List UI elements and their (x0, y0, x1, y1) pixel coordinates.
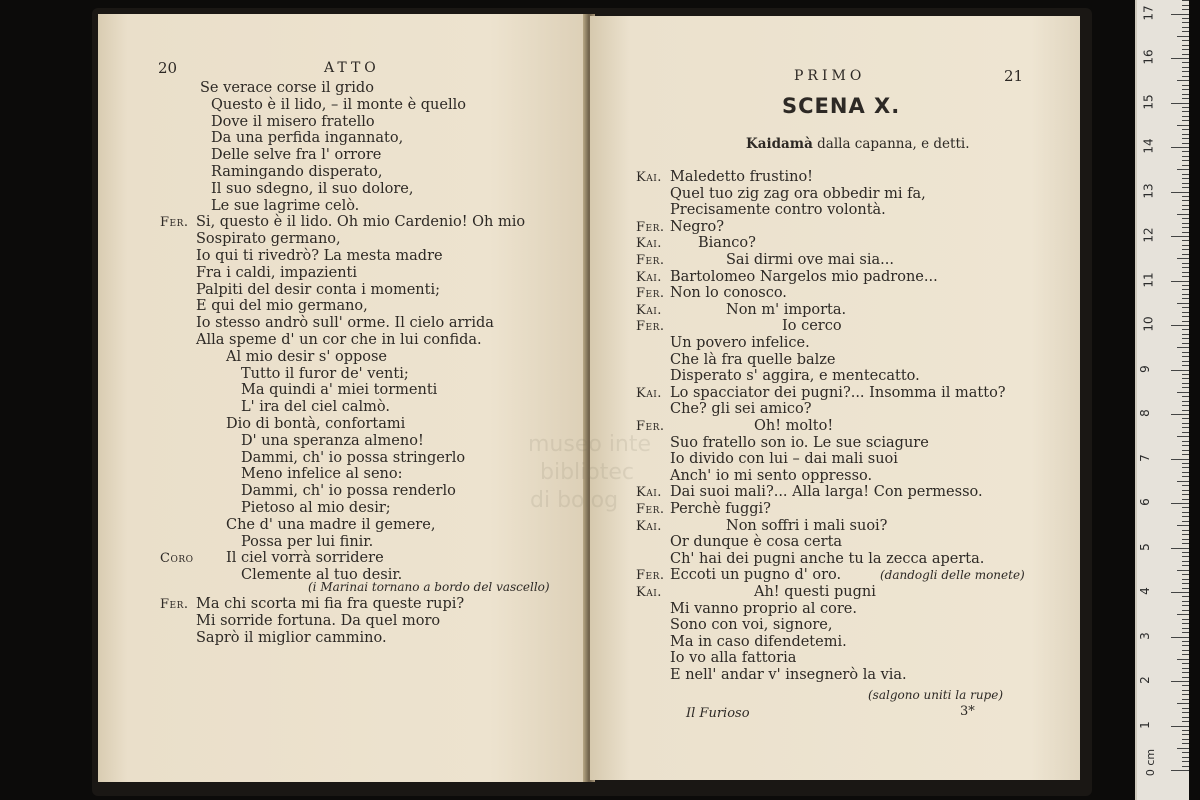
ruler-tick (1182, 156, 1189, 157)
verse-line: Io vo alla fattoria (670, 650, 797, 667)
verse-line: Dammi, ch' io possa renderlo (241, 483, 456, 500)
ruler-tick (1182, 98, 1189, 99)
ruler-tick (1182, 49, 1189, 50)
right-page-number: 21 (1004, 67, 1024, 85)
speaker-label: Fer. (160, 597, 189, 612)
ruler-tick (1182, 485, 1189, 486)
ruler-tick (1182, 361, 1189, 362)
ruler-tick (1182, 334, 1189, 335)
ruler-tick (1182, 632, 1189, 633)
ruler-tick (1182, 432, 1189, 433)
stage-direction-marinai: (i Marinai tornano a bordo del vascello) (308, 580, 550, 594)
ruler-tick (1177, 214, 1189, 215)
ruler-tick (1182, 54, 1189, 55)
ruler-tick (1182, 298, 1189, 299)
verse-line: Non m' importa. (726, 301, 847, 318)
ruler-tick (1182, 165, 1189, 166)
ruler-tick (1177, 748, 1189, 749)
ruler-tick (1182, 623, 1189, 624)
ruler-tick (1182, 418, 1189, 419)
verse-line: Il suo sdegno, il suo dolore, (211, 180, 414, 197)
ruler-tick (1182, 343, 1189, 344)
ruler-tick (1182, 650, 1189, 651)
ruler-tick (1182, 454, 1189, 455)
watermark-line-2: bibliotec (540, 460, 634, 485)
verse-line: Dio di bontà, confortami (226, 416, 406, 432)
ruler-tick (1182, 712, 1189, 713)
verse-line: Precisamente contro volontà. (670, 202, 886, 219)
ruler-number: 8 (1137, 409, 1152, 417)
verse-line: Perchè fuggi? (670, 501, 771, 517)
ruler-tick (1171, 592, 1189, 593)
ruler-number: 10 (1141, 316, 1156, 332)
ruler-tick (1182, 699, 1189, 700)
verse-line: Un povero infelice. (670, 335, 810, 351)
ruler-tick (1182, 565, 1189, 566)
speaker-label: Kai. (636, 236, 662, 252)
ruler-number: 13 (1141, 182, 1156, 199)
ruler-tick (1171, 503, 1189, 504)
ruler-number: 11 (1141, 271, 1156, 288)
ruler-tick (1182, 31, 1189, 32)
verse-line: Da una perfida ingannato, (211, 130, 404, 147)
ruler-tick (1171, 414, 1189, 415)
verse-line: Possa per lui finir. (241, 533, 374, 550)
ruler-tick (1182, 178, 1189, 179)
ruler-tick (1182, 610, 1189, 611)
ruler-tick (1182, 757, 1189, 758)
ruler-tick (1171, 58, 1189, 59)
ruler-tick (1182, 183, 1189, 184)
ruler-tick (1182, 338, 1189, 339)
ruler-tick (1182, 672, 1189, 673)
ruler-tick (1182, 743, 1189, 744)
ruler-tick (1171, 236, 1189, 237)
ruler-tick (1171, 681, 1189, 682)
ruler-tick (1182, 134, 1189, 135)
ruler-tick (1182, 209, 1189, 210)
verse-line: Io divido con lui – dai mali suoi (670, 451, 898, 468)
ruler-tick (1182, 690, 1189, 691)
verse-line: Meno infelice al seno: (241, 466, 403, 483)
ruler-tick (1182, 0, 1189, 1)
ruler-tick (1182, 263, 1189, 264)
verse-line: Ma chi scorta mi fia fra queste rupi? (196, 596, 465, 612)
ruler-tick (1182, 116, 1189, 117)
verse-line: Al mio desir s' oppose (226, 348, 388, 365)
ruler-tick (1182, 761, 1189, 762)
ruler-tick (1182, 365, 1189, 366)
ruler-tick (1171, 14, 1189, 15)
verse-line: Se verace corse il grido (200, 80, 374, 96)
ruler-number: 3 (1137, 631, 1152, 640)
ruler-tick (1177, 258, 1189, 259)
ruler-number: 17 (1141, 4, 1156, 21)
ruler-tick (1182, 752, 1189, 753)
ruler-number: 4 (1137, 587, 1152, 595)
ruler-tick (1182, 294, 1189, 295)
ruler-tick (1182, 605, 1189, 606)
left-page (98, 14, 588, 782)
ruler-tick (1182, 717, 1189, 718)
verse-line: Pietoso al mio desir; (241, 500, 391, 516)
watermark-line-1: museo inte (528, 432, 652, 457)
ruler-tick (1182, 316, 1189, 317)
verse-line: Tutto il furor de' venti; (241, 365, 409, 382)
ruler-tick (1182, 387, 1189, 388)
ruler-tick (1182, 534, 1189, 535)
ruler-tick (1182, 490, 1189, 491)
ruler-tick (1182, 312, 1189, 313)
ruler-tick (1177, 525, 1189, 526)
verse-line: Ramingando disperato, (211, 164, 383, 180)
ruler-tick (1182, 685, 1189, 686)
ruler-tick (1182, 694, 1189, 695)
verse-line: Alla speme d' un cor che in lui confida. (196, 332, 482, 348)
ruler-tick (1182, 601, 1189, 602)
ruler-tick (1182, 641, 1189, 642)
ruler-tick (1182, 766, 1189, 767)
verse-line: Che là fra quelle balze (670, 351, 836, 368)
ruler-tick (1182, 721, 1189, 722)
ruler-tick (1182, 521, 1189, 522)
verse-line: Questo è il lido, – il monte è quello (211, 96, 466, 113)
ruler-tick (1182, 254, 1189, 255)
verse-line: Delle selve fra l' orrore (211, 147, 382, 164)
ruler-tick (1171, 370, 1189, 371)
ruler-tick (1182, 423, 1189, 424)
ruler-tick (1182, 200, 1189, 201)
measurement-ruler (1135, 0, 1189, 800)
ruler-tick (1182, 85, 1189, 86)
verse-line: Non lo conosco. (670, 285, 787, 302)
ruler-tick (1182, 107, 1189, 108)
verse-line: Negro? (670, 218, 724, 235)
verse-line: Dai suoi mali?... Alla larga! Con permesso. (670, 484, 983, 501)
ruler-tick (1182, 445, 1189, 446)
ruler-tick (1177, 347, 1189, 348)
ruler-tick (1182, 539, 1189, 540)
ruler-tick (1182, 561, 1189, 562)
speaker-label: Kai. (636, 385, 662, 401)
verse-line: Bianco? (698, 235, 756, 252)
ruler-tick (1182, 174, 1189, 175)
ruler-tick (1182, 574, 1189, 575)
verse-line: Dove il misero fratello (211, 113, 375, 130)
verse-line: Che d' una madre il gemere, (226, 516, 436, 533)
ruler-tick (1171, 548, 1189, 549)
ruler-tick (1182, 499, 1189, 500)
scene-direction-text: dalla capanna, e detti. (817, 136, 970, 152)
ruler-tick (1182, 507, 1189, 508)
ruler-tick (1182, 739, 1189, 740)
ruler-tick (1182, 187, 1189, 188)
ruler-tick (1182, 516, 1189, 517)
verse-line: Sono con voi, signore, (670, 617, 833, 634)
ruler-tick (1182, 240, 1189, 241)
verse-line: Ma in caso difendetemi. (670, 633, 847, 650)
speaker-label: Fer. (636, 502, 665, 517)
ruler-tick (1182, 67, 1189, 68)
ruler-tick (1182, 543, 1189, 544)
ruler-tick (1182, 441, 1189, 442)
ruler-tick (1182, 734, 1189, 735)
verse-line: Suo fratello son io. Le sue sciagure (670, 434, 929, 451)
ruler-tick (1182, 272, 1189, 273)
speaker-label: Kai. (636, 585, 662, 600)
verse-line: Le sue lagrime celò. (211, 197, 360, 214)
ruler-tick (1182, 289, 1189, 290)
verse-line: Sai dirmi ove mai sia... (726, 252, 894, 268)
scene-direction (746, 136, 969, 152)
verse-line: D' una speranza almeno! (241, 432, 424, 449)
ruler-tick (1171, 770, 1189, 771)
ruler-tick (1182, 677, 1189, 678)
ruler-tick (1177, 80, 1189, 81)
ruler-tick (1182, 396, 1189, 397)
ruler-tick (1182, 143, 1189, 144)
ruler-tick (1182, 383, 1189, 384)
ruler-number: 1 (1137, 720, 1152, 729)
ruler-tick (1182, 76, 1189, 77)
verse-line: Saprò il miglior cammino. (196, 630, 387, 646)
speaker-label: Fer. (636, 419, 665, 434)
ruler-tick (1182, 111, 1189, 112)
ruler-tick (1182, 120, 1189, 121)
ruler-tick (1182, 405, 1189, 406)
ruler-number: 5 (1137, 542, 1152, 551)
verse-line: Ch' hai dei pugni anche tu la zecca aperta. (670, 550, 985, 567)
verse-line: Si, questo è il lido. Oh mio Cardenio! Oh mio (196, 214, 526, 231)
ruler-tick (1182, 89, 1189, 90)
verse-line: Io qui ti rivedrò? La mesta madre (196, 248, 443, 264)
ruler-tick (1182, 218, 1189, 219)
ruler-tick (1182, 588, 1189, 589)
ruler-tick (1182, 427, 1189, 428)
ruler-tick (1182, 663, 1189, 664)
verse-line: E qui del mio germano, (196, 298, 368, 315)
scene-title: SCENA X. (782, 94, 901, 118)
ruler-tick (1171, 459, 1189, 460)
verse-line: Quel tuo zig zag ora obbedir mi fa, (670, 185, 926, 202)
ruler-tick (1182, 708, 1189, 709)
ruler-tick (1182, 730, 1189, 731)
speaker-label: Kai. (636, 485, 662, 501)
speaker-label: Kai. (636, 269, 662, 285)
ruler-tick (1182, 467, 1189, 468)
ruler-tick (1182, 40, 1189, 41)
ruler-tick (1182, 645, 1189, 646)
ruler-tick (1182, 138, 1189, 139)
verse-line: L' ira del ciel calmò. (241, 399, 390, 416)
ruler-tick (1182, 512, 1189, 513)
ruler-tick (1182, 151, 1189, 152)
ruler-tick (1182, 267, 1189, 268)
ruler-tick (1182, 619, 1189, 620)
ruler-tick (1182, 160, 1189, 161)
ruler-tick (1182, 285, 1189, 286)
verse-line: Eccoti un pugno d' oro. (670, 567, 842, 584)
ruler-tick (1182, 552, 1189, 553)
ruler-tick (1182, 232, 1189, 233)
ruler-tick (1182, 654, 1189, 655)
speaker-label: Fer. (636, 219, 665, 235)
ruler-tick (1182, 668, 1189, 669)
ruler-tick (1182, 494, 1189, 495)
ruler-tick (1171, 192, 1189, 193)
character-name-kaidama: Kaidamà (746, 136, 813, 152)
ruler-tick (1177, 36, 1189, 37)
ruler-tick (1182, 249, 1189, 250)
ruler-tick (1177, 303, 1189, 304)
verse-line: Fra i caldi, impazienti (196, 264, 358, 281)
speaker-label: Fer. (636, 286, 665, 302)
verse-line: Sospirato germano, (196, 231, 341, 248)
ruler-tick (1182, 307, 1189, 308)
speaker-label: Kai. (636, 170, 662, 185)
left-page-number: 20 (158, 59, 178, 77)
speaker-label: Kai. (636, 302, 662, 318)
ruler-tick (1182, 205, 1189, 206)
verse-line: Maledetto frustino! (670, 169, 814, 185)
ruler-tick (1171, 103, 1189, 104)
ruler-tick (1177, 436, 1189, 437)
ruler-tick (1182, 321, 1189, 322)
ruler-tick (1171, 726, 1189, 727)
ruler-tick (1182, 196, 1189, 197)
ruler-tick (1182, 530, 1189, 531)
ruler-tick (1182, 596, 1189, 597)
ruler-tick (1182, 5, 1189, 6)
ruler-tick (1182, 628, 1189, 629)
ruler-tick (1182, 378, 1189, 379)
ruler-tick (1182, 450, 1189, 451)
ruler-tick (1182, 223, 1189, 224)
verse-line: Dammi, ch' io possa stringerlo (241, 449, 466, 466)
ruler-tick (1182, 27, 1189, 28)
verse-line: Mi vanno proprio al core. (670, 600, 857, 617)
ruler-tick (1182, 583, 1189, 584)
verse-line: Io stesso andrò sull' orme. Il cielo arrida (196, 315, 494, 332)
right-page (590, 16, 1080, 780)
ruler-number: 7 (1137, 453, 1152, 462)
ruler-tick (1182, 129, 1189, 130)
verse-line: Non soffri i mali suoi? (726, 517, 888, 534)
verse-line: Lo spacciator dei pugni?... Insomma il matto? (670, 384, 1006, 401)
ruler-tick (1182, 463, 1189, 464)
ruler-tick (1182, 9, 1189, 10)
ruler-number: 16 (1141, 49, 1156, 65)
speaker-label: Coro (160, 551, 194, 567)
ruler-number: 2 (1137, 676, 1152, 684)
ruler-tick (1177, 659, 1189, 660)
ruler-tick (1182, 352, 1189, 353)
ruler-tick (1182, 329, 1189, 330)
footer-title: Il Furioso (686, 706, 750, 721)
verse-line: Che? gli sei amico? (670, 401, 812, 418)
verse-line: Oh! molto! (754, 418, 834, 434)
speaker-label: Kai. (636, 518, 662, 534)
ruler-tick (1171, 637, 1189, 638)
signature-mark: 3* (960, 704, 975, 719)
verse-line: Anch' io mi sento oppresso. (670, 467, 873, 484)
ruler-unit-label: 0 cm (1144, 748, 1158, 777)
ruler-tick (1177, 703, 1189, 704)
verse-line: Or dunque è cosa certa (670, 534, 843, 551)
ruler-tick (1171, 147, 1189, 148)
stage-direction-dandogli: (dandogli delle monete) (880, 568, 1025, 582)
speaker-label: Fer. (636, 253, 665, 268)
ruler-tick (1182, 579, 1189, 580)
ruler-tick (1182, 374, 1189, 375)
ruler-number: 6 (1137, 498, 1152, 506)
verse-line: Il ciel vorrà sorridere (226, 550, 384, 567)
verse-line: Ma quindi a' miei tormenti (241, 382, 438, 399)
watermark-line-3: di bolog (530, 488, 619, 513)
ruler-tick (1177, 614, 1189, 615)
ruler-number: 12 (1141, 227, 1156, 243)
verse-line: Clemente al tuo desir. (241, 567, 403, 584)
ruler-tick (1171, 281, 1189, 282)
stage-direction-salgono: (salgono uniti la rupe) (868, 688, 1004, 702)
left-running-head: ATTO (324, 60, 380, 76)
ruler-tick (1182, 410, 1189, 411)
ruler-tick (1182, 227, 1189, 228)
verse-line: Bartolomeo Nargelos mio padrone... (670, 268, 938, 285)
ruler-tick (1182, 45, 1189, 46)
ruler-tick (1182, 356, 1189, 357)
speaker-label: Fer. (636, 319, 665, 335)
speaker-label: Fer. (636, 568, 665, 584)
verse-line: Palpiti del desir conta i momenti; (196, 281, 440, 298)
ruler-number: 9 (1137, 364, 1152, 373)
ruler-tick (1177, 125, 1189, 126)
verse-line: Io cerco (782, 318, 842, 335)
ruler-tick (1182, 62, 1189, 63)
ruler-number: 15 (1141, 93, 1156, 110)
ruler-tick (1177, 481, 1189, 482)
ruler-tick (1177, 570, 1189, 571)
ruler-tick (1182, 401, 1189, 402)
verse-line: E nell' andar v' insegnerò la via. (670, 667, 907, 683)
ruler-tick (1182, 94, 1189, 95)
ruler-tick (1182, 18, 1189, 19)
speaker-label: Fer. (160, 215, 189, 231)
ruler-tick (1171, 325, 1189, 326)
ruler-tick (1182, 276, 1189, 277)
verse-line: Mi sorride fortuna. Da quel moro (196, 613, 441, 629)
verse-line: Ah! questi pugni (754, 584, 876, 600)
verse-line: Disperato s' aggira, e mentecatto. (670, 368, 920, 385)
right-running-head: PRIMO (794, 68, 866, 84)
ruler-tick (1177, 169, 1189, 170)
ruler-tick (1182, 22, 1189, 23)
ruler-tick (1182, 556, 1189, 557)
ruler-tick (1182, 472, 1189, 473)
ruler-tick (1182, 476, 1189, 477)
ruler-tick (1182, 71, 1189, 72)
ruler-tick (1177, 392, 1189, 393)
ruler-tick (1182, 245, 1189, 246)
ruler-number: 14 (1141, 138, 1156, 154)
